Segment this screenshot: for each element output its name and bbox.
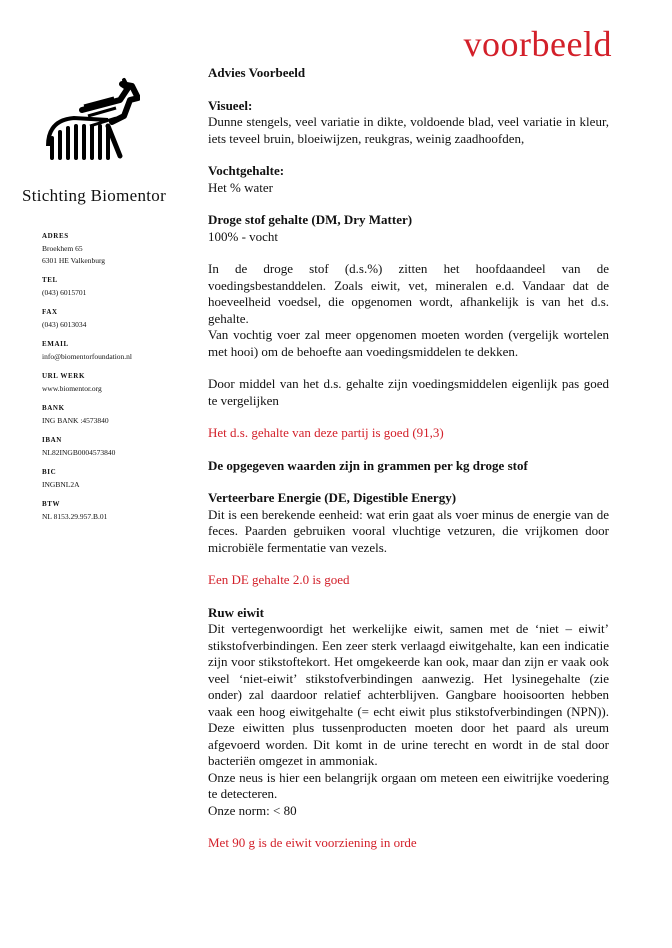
vocht-heading: Vochtgehalte: (208, 163, 285, 178)
eiwit-heading: Ruw eiwit (208, 604, 264, 620)
document-body (208, 65, 609, 852)
droge-stof-paragraph-2: Van vochtig voer zal meer opgenomen moeten worden (vergelijk wortelen met hooi) om de behoefte aan voedingsmiddelen te dekken. (208, 327, 609, 359)
address-line-1: Broekhem 65 (42, 244, 83, 253)
eiwit-paragraph-2: Onze neus is hier een belangrijk orgaan om meteen een eiwitrijke voedering te detecteren. (208, 769, 609, 801)
visueel-heading: Visueel: (208, 97, 253, 113)
contact-label-url: URL WERK (42, 372, 85, 380)
contact-label-email: EMAIL (42, 340, 69, 348)
eiwit-text: Dit vertegenwoordigt het werkelijke eiwit, samen met de ‘niet – eiwit’ stikstofverbindingen. Een zeer sterk verlaagd eiwitgehalte, kan een indicatie zijn voor stikstoftekort. Het omgekeerde kan ook, maar dan zijn er vaak ook veel ‘niet-eiwit’ stikstofverbindingen aanwezig. Het lysinegehalte (zie onder) zal daardoor relatief achterblijven. Gangbare hooisoorten hebben vaak een hoog eiwitgehalte (= echt eiwit plus stikstofverbindingen (NPN)). Deze eiwitten plus tussenproducten moeten door het paard als ureum afgevoerd worden. Dit komt in de urine terecht en wordt in de stal door bacteriën omgezet in ammoniak. (208, 621, 609, 768)
droge-stof-heading: Droge stof gehalte (DM, Dry Matter) (208, 212, 413, 227)
address-line-2: 6301 HE Valkenburg (42, 256, 106, 265)
eiwit-norm: Onze norm: < 80 (208, 802, 297, 818)
vocht-text: Het % water (208, 179, 273, 195)
contact-value-tel: (043) 6015701 (42, 288, 87, 297)
contact-value-bic: INGBNL2A (42, 480, 80, 489)
organization-name: Stichting Biomentor (22, 186, 167, 205)
horse-logo (44, 76, 140, 164)
de-verdict: Een DE gehalte 2.0 is goed (208, 572, 350, 587)
contact-label-fax: FAX (42, 308, 58, 316)
contact-value-btw: NL 8153.29.957.B.01 (42, 512, 108, 521)
contact-label-btw: BTW (42, 500, 61, 508)
droge-stof-paragraph-1: In de droge stof (d.s.%) zitten het hoofdaandeel van de voedingsbestanddelen. Zoals eiwit, vet, mineralen e.d. Vandaar dat de hoeveelheid voedsel, die opgenomen wordt, afhankelijk is van het d.s. gehalte. (208, 261, 609, 326)
eiwit-verdict: Met 90 g is de eiwit voorziening in orde (208, 835, 417, 850)
watermark-label: voorbeeld (463, 24, 612, 64)
de-text: Dit is een berekende eenheid: wat erin gaat als voer minus de energie van de feces. Paarden gebruiken vooral vluchtige vetzuren, die vrijkomen door microbiële fermentatie van vezels. (208, 506, 609, 555)
visueel-text: Dunne stengels, veel variatie in dikte, voldoende blad, veel variatie in kleur, iets teveel bruin, bloeiwijzen, reukgras, weinig zaadhoofden, (208, 114, 609, 146)
contact-value-address (42, 243, 192, 267)
contact-value-email[interactable]: info@biomentorfoundation.nl (42, 352, 133, 361)
droge-stof-verdict: Het d.s. gehalte van deze partij is goed (91,3) (208, 425, 444, 440)
contact-label-tel: TEL (42, 276, 58, 284)
contact-value-bank: ING BANK :4573840 (42, 416, 109, 425)
contact-value-iban: NL82INGB0004573840 (42, 448, 116, 457)
document-title: Advies Voorbeeld (208, 65, 306, 80)
contact-value-fax: (043) 6013034 (42, 320, 87, 329)
contact-label-bank: BANK (42, 404, 65, 412)
contact-label-bic: BIC (42, 468, 57, 476)
units-note: De opgegeven waarden zijn in grammen per kg droge stof (208, 457, 528, 473)
droge-stof-paragraph-3: Door middel van het d.s. gehalte zijn voedingsmiddelen eigenlijk pas goed te vergelijken (208, 376, 609, 408)
contact-label-iban: IBAN (42, 436, 62, 444)
contact-value-url[interactable]: www.biomentor.org (42, 384, 102, 393)
contact-block (42, 232, 192, 523)
contact-label-address: ADRES (42, 232, 69, 240)
droge-stof-formula: 100% - vocht (208, 228, 279, 244)
de-heading: Verteerbare Energie (DE, Digestible Energy) (208, 490, 457, 505)
